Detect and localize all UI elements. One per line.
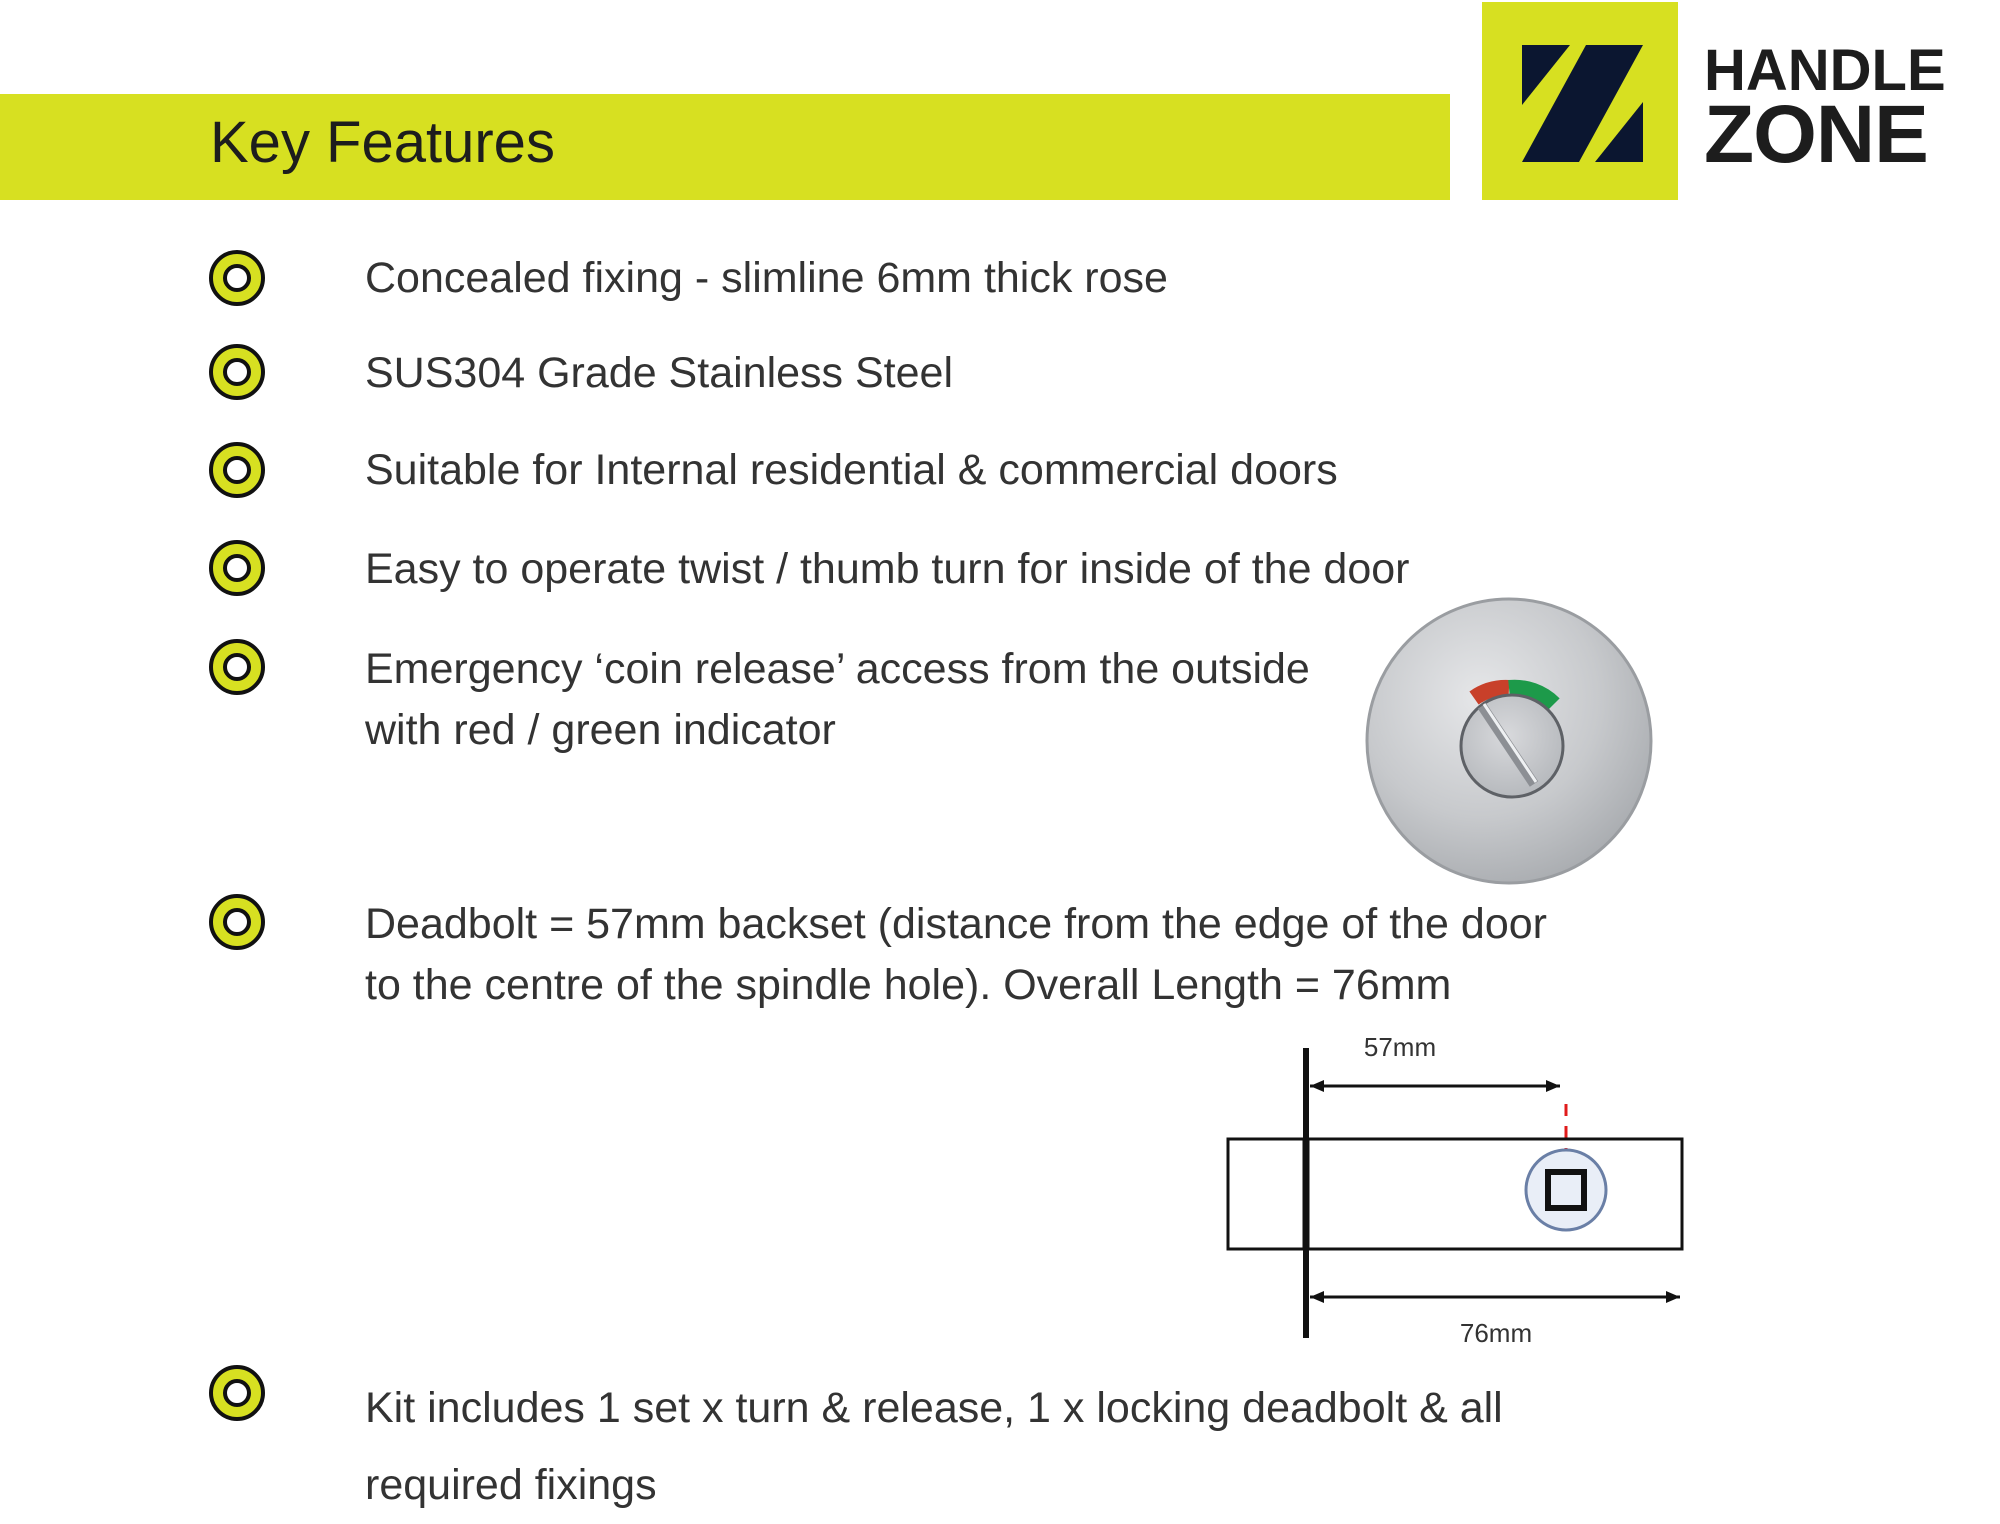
thumb-turn-release-image — [1364, 596, 1654, 886]
backset-dimension-label: 57mm — [1363, 1032, 1437, 1062]
feature-item — [365, 440, 1338, 501]
ring-bullet-icon — [208, 638, 266, 696]
feature-line: Concealed fixing - slimline 6mm thick rose — [365, 254, 1168, 302]
spindle-hole — [1526, 1150, 1606, 1230]
feature-item — [365, 894, 1547, 1016]
arrowhead-left-icon — [1310, 1080, 1324, 1092]
deadbolt-diagram — [1210, 1032, 1690, 1352]
brand-z-mark-icon — [1482, 2, 1678, 200]
arrowhead-left-icon — [1310, 1291, 1324, 1303]
length-dimension-label: 76mm — [1459, 1318, 1533, 1348]
feature-line: Deadbolt = 57mm backset (distance from the edge of the door — [365, 900, 1547, 948]
brand-wordmark-line2: ZONE — [1704, 89, 1928, 180]
forend-plate — [1228, 1139, 1304, 1249]
feature-line: Easy to operate twist / thumb turn for inside of the door — [365, 545, 1410, 593]
feature-line: SUS304 Grade Stainless Steel — [365, 349, 953, 397]
feature-item — [365, 248, 1168, 309]
feature-line: with red / green indicator — [365, 706, 836, 754]
page-title: Key Features — [210, 110, 555, 175]
ring-bullet-icon — [208, 343, 266, 401]
title-bar — [0, 94, 1450, 200]
feature-line: Kit includes 1 set x turn & release, 1 x locking deadbolt & all — [365, 1384, 1503, 1432]
feature-item — [365, 343, 953, 404]
ring-bullet-icon — [208, 249, 266, 307]
feature-item — [365, 539, 1410, 600]
arrowhead-right-icon — [1546, 1080, 1560, 1092]
feature-line: to the centre of the spindle hole). Overall Length = 76mm — [365, 961, 1452, 1009]
brand-wordmark-line1: HANDLE — [1704, 38, 1946, 103]
deadbolt-body — [1308, 1139, 1682, 1249]
brand-logo — [1482, 2, 1978, 200]
ring-bullet-icon — [208, 893, 266, 951]
ring-bullet-icon — [208, 1364, 266, 1422]
feature-line: Suitable for Internal residential & commercial doors — [365, 446, 1338, 494]
feature-line: Emergency ‘coin release’ access from the outside — [365, 645, 1310, 693]
feature-item — [365, 639, 1310, 761]
brand-logo-mark — [1482, 2, 1678, 200]
ring-bullet-icon — [208, 441, 266, 499]
feature-item — [365, 1370, 1503, 1524]
arrowhead-right-icon — [1666, 1291, 1680, 1303]
feature-line: required fixings — [365, 1461, 657, 1509]
ring-bullet-icon — [208, 539, 266, 597]
